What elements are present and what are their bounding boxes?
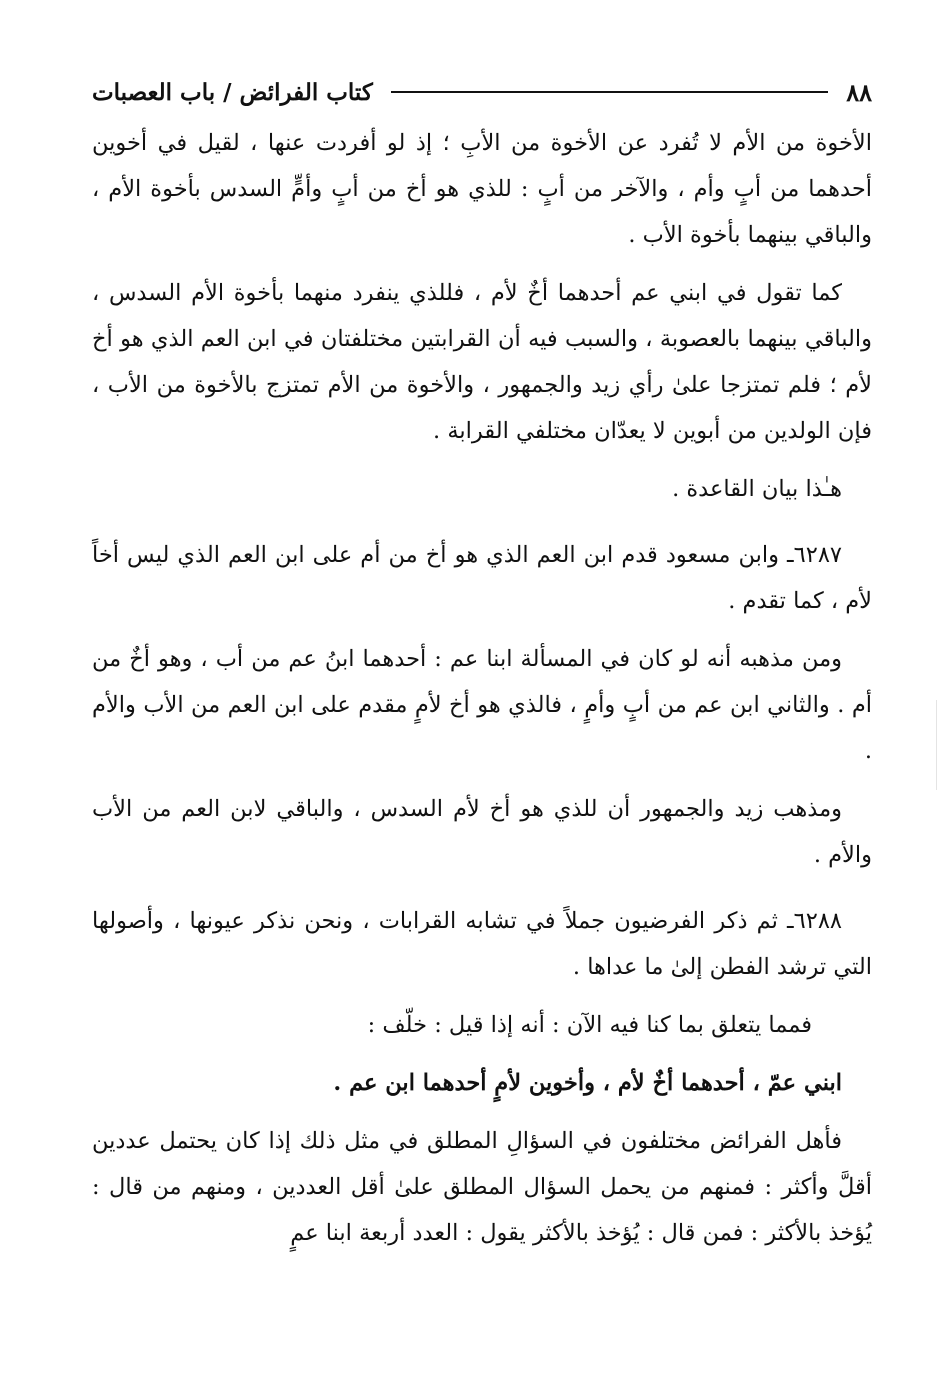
paragraph-10: فأهل الفرائض مختلفون في السؤالِ المطلق في مثل ذلك إذا كان يحتمل عددين أقلَّ وأكثر : فمنهم من يحمل السؤال المطلق علىٰ أقل العددين ، ومنهم من قال : يُؤخذ بالأكثر : فمن قال : يُؤخذ بالأكثر يقول : العدد أربعة ابنا عمٍ (92, 1128, 872, 1246)
page-number: ٨٨ (846, 77, 872, 107)
paragraph-8: فمما يتعلق بما كنا فيه الآن : أنه إذا قيل : خلّف : (367, 1012, 812, 1038)
header-rule (391, 91, 828, 93)
running-title: كتاب الفرائض / باب العصبات (92, 78, 373, 106)
paragraph-6287: ٦٢٨٧ـ وابن مسعود قدم ابن العم الذي هو أخ من أم على ابن العم الذي ليس أخاً لأم ، كما تقدم . (92, 542, 872, 614)
paragraph-6288: ٦٢٨٨ـ ثم ذكر الفرضيون جملاً في تشابه القرابات ، ونحن نذكر عيونها ، وأصولها التي ترشد الفطن إلىٰ ما عداها . (92, 908, 872, 980)
paragraph-1: الأخوة من الأم لا تُفرد عن الأخوة من الأبِ ؛ إذ لو أفردت عنها ، لقيل في أخوين أحدهما من أبٍ وأم ، والآخر من أبٍ : للذي هو أخ من أبٍ وأمٍّ السدس بأخوة الأم ، والباقي بينهما بأخوة الأب . (92, 130, 872, 248)
page-body (92, 120, 872, 1256)
paragraph-3: هـٰذا بيان القاعدة . (672, 476, 842, 502)
page-header (92, 70, 872, 114)
book-page (92, 70, 872, 1268)
paragraph-5: ومن مذهبه أنه لو كان في المسألة ابنا عم : أحدهما ابنُ عم من أب ، وهو أخٌ من أم . والثاني ابن عم من أبٍ وأمٍ ، فالذي هو أخ لأمٍ مقدم على ابن العم من الأب والأم . (92, 646, 872, 764)
paragraph-2: كما تقول في ابني عم أحدهما أخٌ لأم ، فللذي ينفرد منهما بأخوة الأم السدس ، والباقي بينهما بالعصوبة ، والسبب فيه أن القرابتين مختلفتان في ابن العم الذي هو أخ لأم ؛ فلم تمتزجا علىٰ رأي زيد والجمهور ، والأخوة من الأم تمتزج بالأخوة من الأب ، فإن الولدين من أبوين لا يعدّان مختلفي القرابة . (92, 280, 872, 444)
paragraph-6: ومذهب زيد والجمهور أن للذي هو أخ لأم السدس ، والباقي لابن العم من الأب والأم . (92, 796, 872, 868)
scan-edge-mark (936, 700, 937, 790)
paragraph-9: ابني عمّ ، أحدهما أخٌ لأم ، وأخوين لأمٍ أحدهما ابن عم . (333, 1070, 842, 1096)
